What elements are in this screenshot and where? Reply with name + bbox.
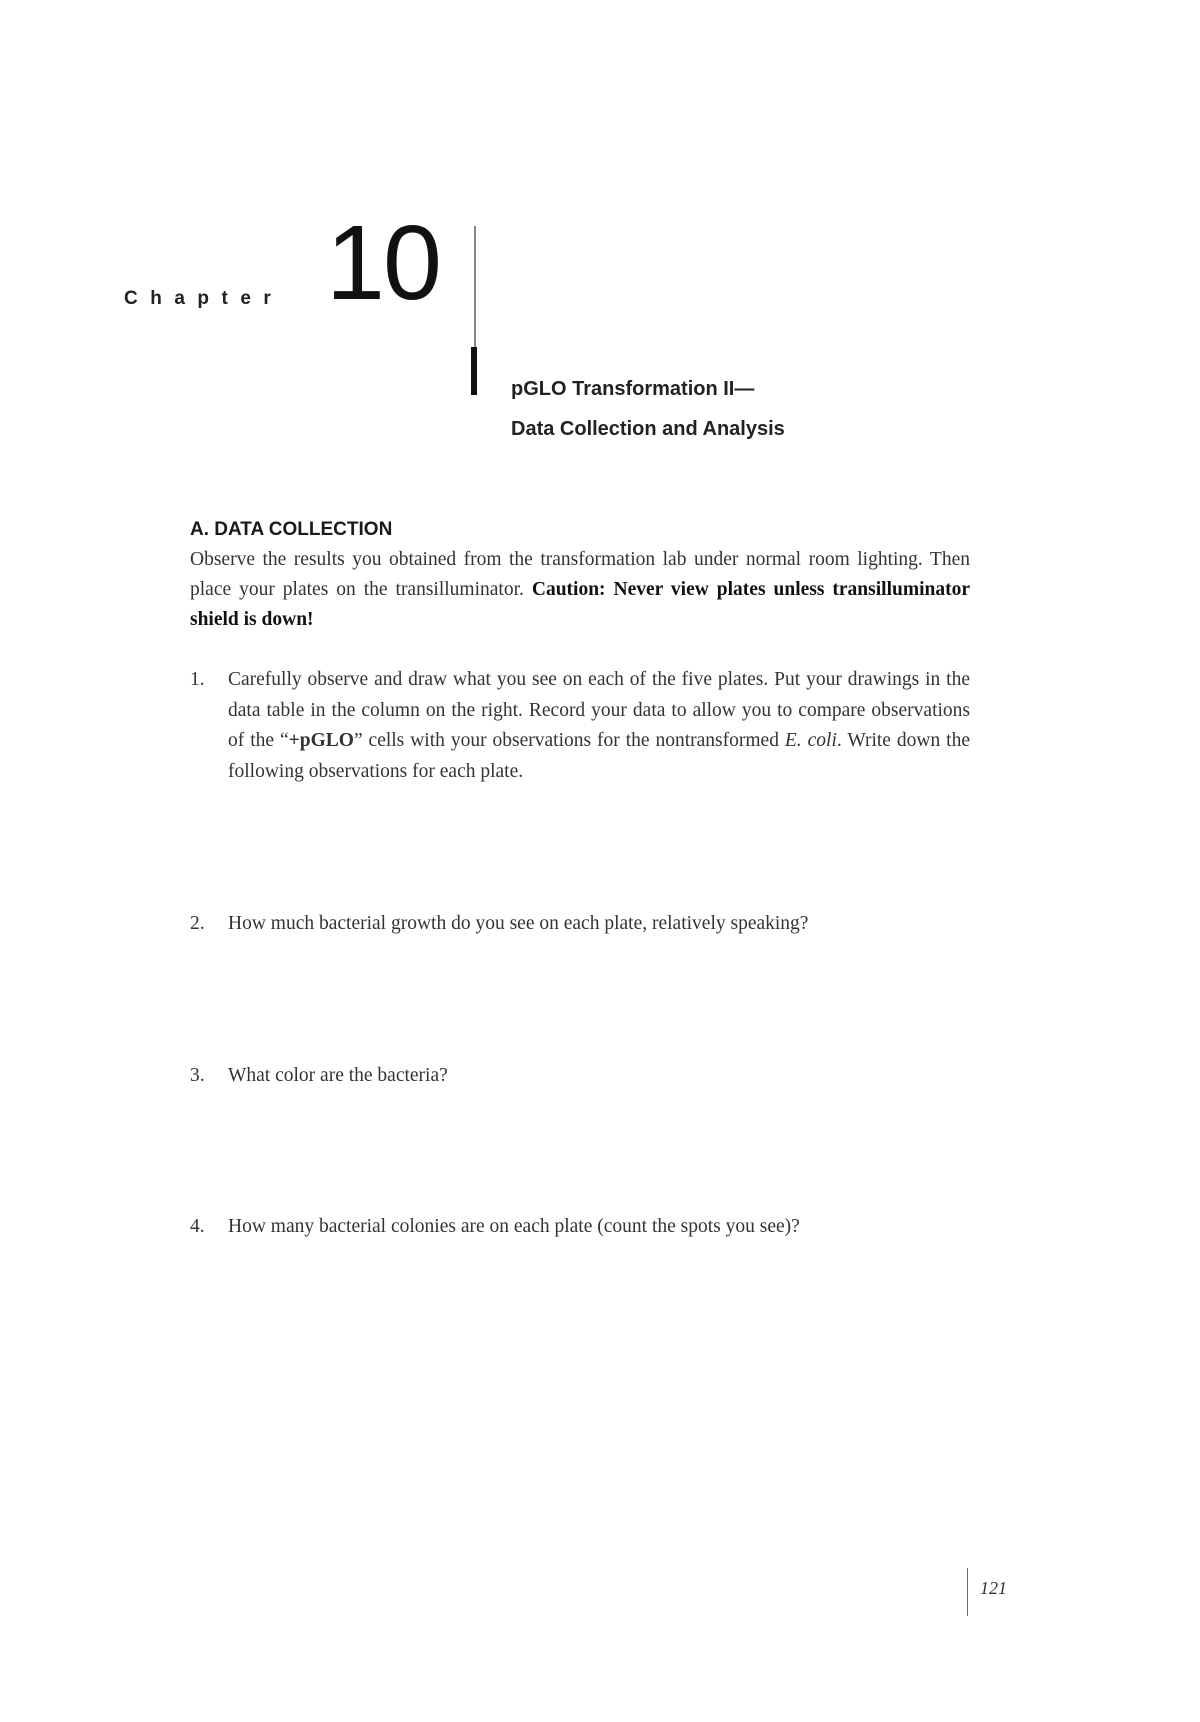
question-2 xyxy=(190,909,970,940)
chapter-title-line-1: pGLO Transformation II— xyxy=(511,378,755,400)
question-3 xyxy=(190,1061,970,1092)
question-text: What color are the bacteria? xyxy=(228,1065,448,1086)
page-number-rule xyxy=(967,1568,968,1616)
question-number: 4. xyxy=(190,1216,205,1237)
question-number: 3. xyxy=(190,1065,205,1086)
question-text: How many bacterial colonies are on each plate (count the spots you see)? xyxy=(228,1216,800,1237)
page-number: 121 xyxy=(980,1578,1007,1598)
caution-text: Caution: Never view plates unless transilluminator shield is down! xyxy=(190,579,970,630)
chapter-title xyxy=(511,369,785,449)
intro-paragraph xyxy=(190,545,970,635)
question-text: How much bacterial growth do you see on each plate, relatively speaking? xyxy=(228,913,809,934)
question-number: 1. xyxy=(190,669,205,690)
question-1 xyxy=(190,665,970,787)
section-heading: A. DATA COLLECTION xyxy=(190,519,393,540)
question-4 xyxy=(190,1212,970,1243)
intro-text: Observe the results you obtained from the transformation lab under normal room lighting. Then place your plates on the transilluminator. xyxy=(190,549,970,600)
question-number: 2. xyxy=(190,913,205,934)
chapter-divider-mark xyxy=(471,347,477,395)
chapter-number: 10 xyxy=(326,204,440,322)
chapter-title-line-2: Data Collection and Analysis xyxy=(511,418,785,440)
question-text: Carefully observe and draw what you see on each of the five plates. Put your drawings in the data table in the column on the right. Record your data to allow you to compare observations of the “+pGLO” cells with your observations for the nontransformed E. coli. Write down the following observations for each plate. xyxy=(228,669,970,782)
chapter-label: Chapter xyxy=(124,288,284,309)
